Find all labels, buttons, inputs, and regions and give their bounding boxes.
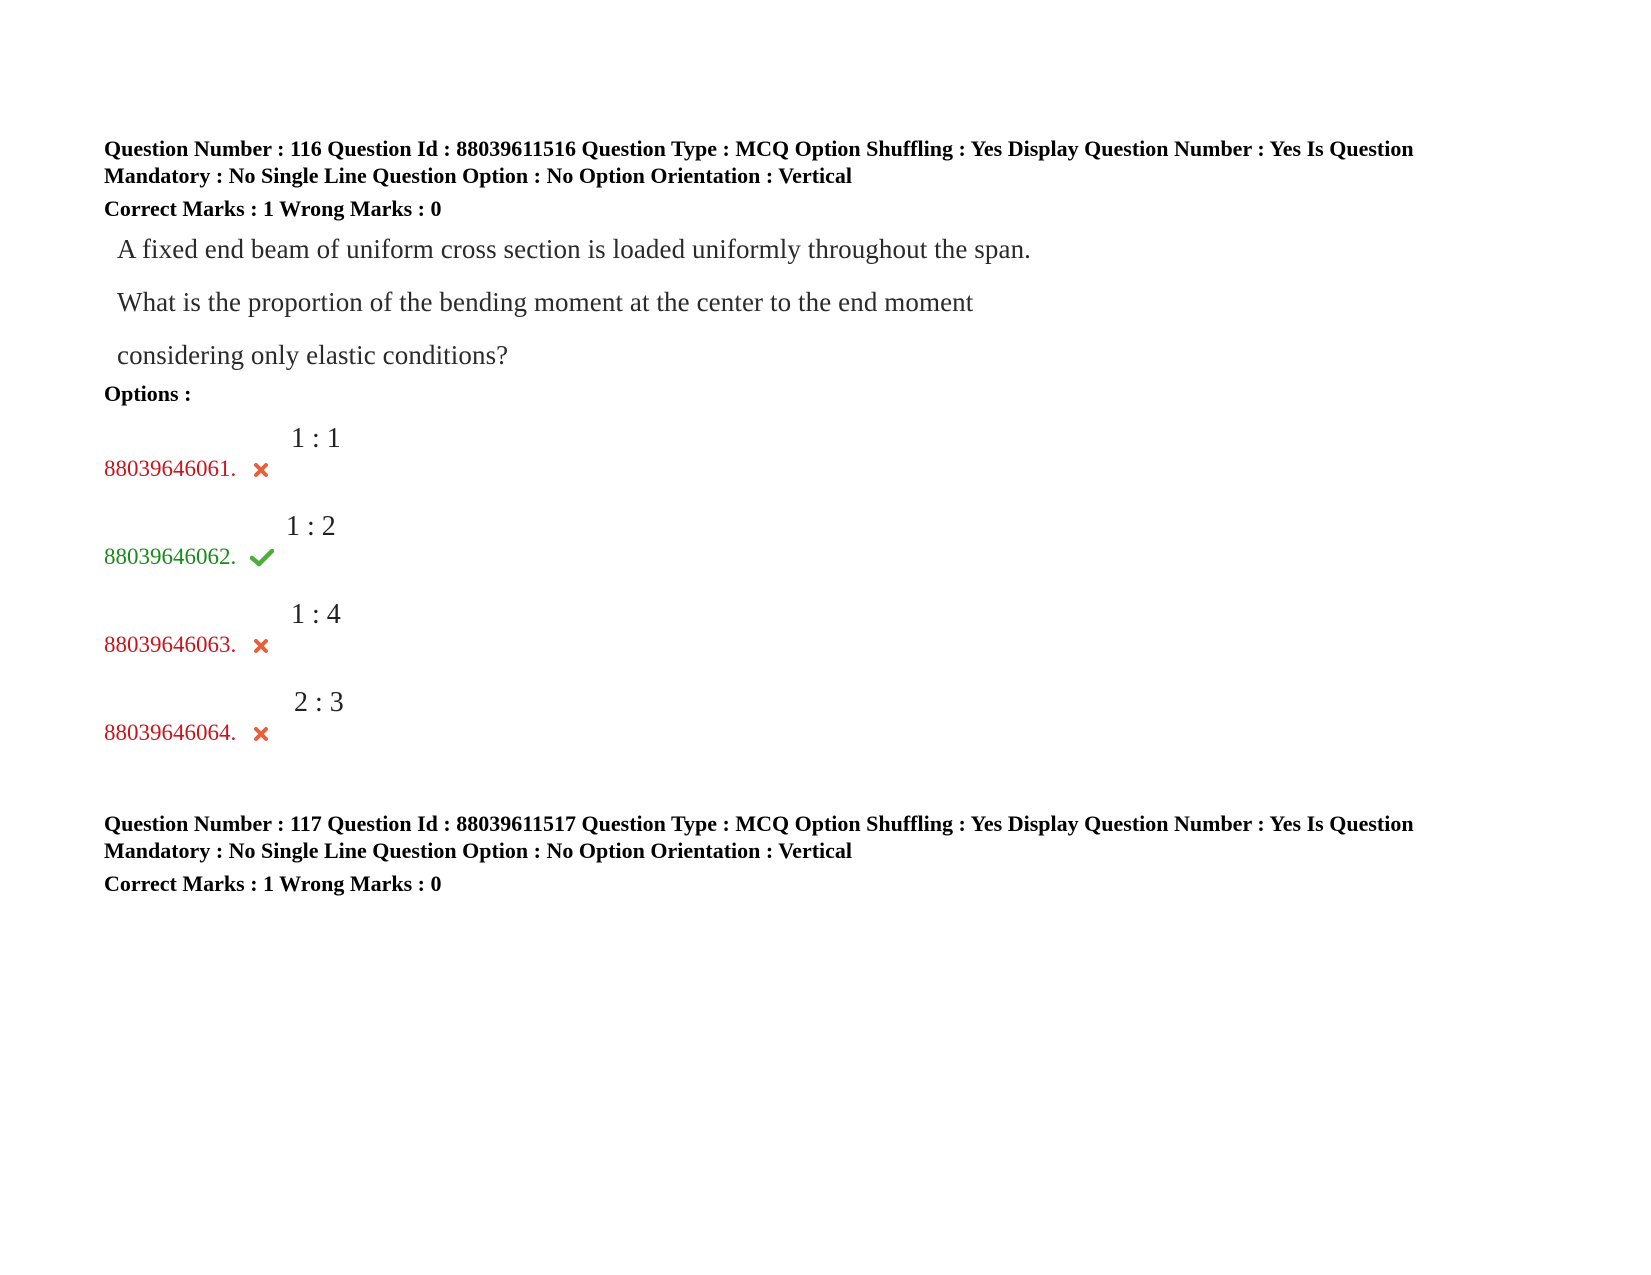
question-meta-line: Mandatory : No Single Line Question Option : No Option Orientation : Vertical <box>104 163 853 188</box>
option-item <box>104 423 504 483</box>
option-value: 1 : 4 <box>291 599 341 630</box>
question-meta-line: Question Number : 117 Question Id : 88039611517 Question Type : MCQ Option Shuffling : Yes Display Question Number : Yes Is Question <box>104 811 1414 836</box>
cross-icon <box>252 637 270 655</box>
option-value: 1 : 1 <box>291 423 341 454</box>
option-item <box>104 599 504 659</box>
options-label: Options : <box>104 381 192 406</box>
marks-line: Correct Marks : 1 Wrong Marks : 0 <box>104 871 442 896</box>
marks-line: Correct Marks : 1 Wrong Marks : 0 <box>104 196 442 221</box>
question-meta-line: Question Number : 116 Question Id : 88039611516 Question Type : MCQ Option Shuffling : Yes Display Question Number : Yes Is Question <box>104 136 1414 161</box>
cross-icon <box>252 725 270 743</box>
option-value: 2 : 3 <box>294 687 344 718</box>
option-id: 88039646063. <box>104 632 237 657</box>
question-stem-line: considering only elastic conditions? <box>117 340 509 370</box>
option-value: 1 : 2 <box>286 511 336 542</box>
option-item <box>104 511 504 571</box>
option-item <box>104 687 504 747</box>
question-stem-line: A fixed end beam of uniform cross section is loaded uniformly throughout the span. <box>117 234 1032 264</box>
question-stem-line: What is the proportion of the bending moment at the center to the end moment <box>117 287 974 317</box>
option-id: 88039646061. <box>104 456 237 481</box>
cross-icon <box>252 461 270 479</box>
option-id: 88039646064. <box>104 720 237 745</box>
check-icon <box>250 549 274 567</box>
option-id: 88039646062. <box>104 544 237 569</box>
question-meta-line: Mandatory : No Single Line Question Option : No Option Orientation : Vertical <box>104 838 853 863</box>
